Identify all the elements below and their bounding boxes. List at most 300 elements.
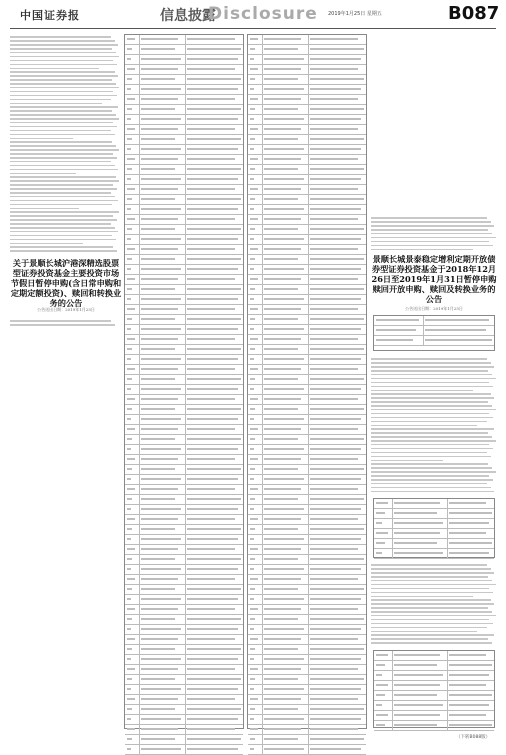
- table-row: [125, 455, 243, 465]
- table-cell-text: [250, 698, 258, 700]
- table-cell-text: [310, 78, 364, 80]
- table-cell-text: [250, 688, 254, 690]
- section-title-english: Disclosure: [208, 4, 318, 24]
- table-cell-text: [264, 418, 304, 420]
- table-column-divider: [185, 485, 186, 494]
- text-line: [10, 145, 116, 147]
- text-line: [10, 83, 116, 85]
- table-cell-text: [141, 708, 175, 710]
- table-row: [125, 415, 243, 425]
- table-cell-text: [250, 638, 258, 640]
- table-cell-text: [187, 138, 241, 140]
- table-row: [125, 495, 243, 505]
- table-cell-text: [127, 448, 131, 450]
- text-line: [10, 79, 112, 81]
- table-column-divider: [262, 125, 263, 134]
- text-line: [10, 324, 115, 326]
- table-cell-text: [264, 68, 301, 70]
- table-column-divider: [185, 725, 186, 734]
- table-cell-text: [376, 714, 388, 716]
- table-cell-text: [264, 488, 301, 490]
- table-cell-text: [250, 318, 255, 320]
- table-cell-text: [187, 588, 241, 590]
- table-fund-list-b: [247, 34, 367, 729]
- text-line: [371, 487, 491, 489]
- column-4-text: [371, 356, 497, 495]
- table-cell-text: [250, 328, 254, 330]
- table-column-divider: [139, 735, 140, 744]
- table-column-divider: [392, 661, 393, 670]
- table-column-divider: [262, 285, 263, 294]
- table-cell-text: [127, 518, 135, 520]
- table-cell-text: [310, 198, 364, 200]
- table-cell-text: [449, 654, 486, 656]
- table-cell-text: [127, 158, 135, 160]
- table-cell-text: [394, 664, 437, 666]
- table-column-divider: [308, 445, 309, 454]
- table-cell-text: [187, 248, 235, 250]
- table-column-divider: [139, 585, 140, 594]
- table-cell-text: [187, 638, 235, 640]
- table-column-divider: [308, 165, 309, 174]
- table-column-divider: [139, 195, 140, 204]
- table-cell-text: [376, 664, 385, 666]
- table-cell-text: [187, 88, 238, 90]
- table-column-divider: [185, 275, 186, 284]
- table-cell-text: [250, 658, 254, 660]
- table-cell-text: [449, 542, 492, 544]
- table-column-divider: [392, 549, 393, 558]
- table-column-divider: [262, 185, 263, 194]
- continued-note: （下转B088版）: [456, 735, 491, 740]
- table-cell-text: [264, 258, 298, 260]
- table-column-divider: [139, 485, 140, 494]
- text-line: [10, 215, 113, 217]
- masthead: [0, 0, 506, 28]
- table-cell-text: [141, 598, 181, 600]
- table-fund-info: [373, 315, 495, 351]
- table-cell-text: [127, 288, 132, 290]
- table-row: [248, 155, 366, 165]
- table-column-divider: [308, 255, 309, 264]
- table-column-divider: [139, 65, 140, 74]
- table-cell-text: [141, 508, 181, 510]
- table-row: [125, 605, 243, 615]
- table-cell-text: [449, 674, 489, 676]
- table-row: [248, 705, 366, 715]
- table-cell-text: [187, 608, 235, 610]
- table-row: [248, 725, 366, 735]
- table-column-divider: [139, 55, 140, 64]
- table-cell-text: [264, 208, 304, 210]
- table-column-divider: [185, 195, 186, 204]
- table-row: [125, 675, 243, 685]
- table-cell-text: [449, 532, 486, 534]
- table-cell-text: [310, 398, 358, 400]
- table-cell-text: [187, 628, 238, 630]
- text-line: [10, 103, 102, 105]
- table-row: [248, 685, 366, 695]
- text-line: [10, 149, 119, 151]
- table-cell-text: [141, 718, 181, 720]
- table-cell-text: [310, 388, 361, 390]
- table-column-divider: [185, 625, 186, 634]
- table-row: [125, 595, 243, 605]
- table-cell-text: [250, 58, 254, 60]
- text-line: [371, 588, 489, 590]
- table-column-divider: [447, 499, 448, 508]
- table-row: [248, 255, 366, 265]
- table-row: [125, 115, 243, 125]
- text-line: [371, 425, 477, 427]
- table-cell-text: [394, 654, 440, 656]
- table-cell-text: [250, 588, 255, 590]
- table-column-divider: [262, 265, 263, 274]
- table-cell-text: [187, 178, 238, 180]
- table-cell-text: [264, 408, 298, 410]
- table-cell-text: [141, 278, 178, 280]
- table-column-divider: [262, 75, 263, 84]
- table-row: [248, 735, 366, 745]
- table-cell-text: [449, 724, 492, 726]
- table-row: [374, 509, 494, 519]
- table-cell-text: [141, 738, 175, 740]
- table-cell-text: [127, 738, 132, 740]
- table-column-divider: [139, 215, 140, 224]
- table-cell-text: [250, 738, 255, 740]
- table-cell-text: [187, 38, 235, 40]
- table-column-divider: [308, 465, 309, 474]
- table-row: [248, 525, 366, 535]
- text-line: [10, 118, 119, 120]
- table-column-divider: [139, 35, 140, 44]
- table-cell-text: [127, 588, 132, 590]
- table-cell-text: [250, 538, 254, 540]
- table-cell-text: [127, 658, 131, 660]
- newspaper-logo: 中国证券报: [20, 9, 80, 22]
- table-row: [125, 295, 243, 305]
- table-cell-text: [264, 158, 301, 160]
- table-cell-text: [310, 618, 364, 620]
- table-column-divider: [262, 685, 263, 694]
- table-row: [125, 265, 243, 275]
- table-column-divider: [185, 545, 186, 554]
- table-column-divider: [308, 245, 309, 254]
- text-line: [371, 382, 489, 384]
- table-row: [374, 499, 494, 509]
- table-cell-text: [127, 328, 131, 330]
- table-row: [374, 721, 494, 731]
- table-column-divider: [185, 695, 186, 704]
- table-column-divider: [262, 445, 263, 454]
- table-row: [125, 475, 243, 485]
- table-cell-text: [127, 318, 132, 320]
- table-column-divider: [447, 691, 448, 700]
- text-line: [10, 246, 113, 248]
- table-row: [125, 175, 243, 185]
- table-column-divider: [392, 519, 393, 528]
- table-column-divider: [139, 625, 140, 634]
- text-line: [10, 169, 118, 171]
- table-column-divider: [185, 535, 186, 544]
- table-fund-list-a: [124, 34, 244, 729]
- table-row: [248, 145, 366, 155]
- table-column-divider: [308, 145, 309, 154]
- table-column-divider: [139, 345, 140, 354]
- column-1-text: [10, 34, 120, 254]
- text-line: [10, 231, 118, 233]
- table-column-divider: [308, 615, 309, 624]
- table-cell-text: [187, 338, 235, 340]
- table-cell-text: [127, 638, 135, 640]
- table-column-divider: [423, 326, 424, 335]
- table-column-divider: [392, 691, 393, 700]
- table-column-divider: [139, 525, 140, 534]
- table-column-divider: [185, 155, 186, 164]
- table-column-divider: [139, 165, 140, 174]
- text-line: [371, 603, 494, 605]
- table-row: [374, 691, 494, 701]
- table-cell-text: [187, 318, 241, 320]
- table-row: [125, 65, 243, 75]
- table-cell-text: [187, 158, 235, 160]
- text-line: [371, 386, 493, 388]
- table-column-divider: [185, 455, 186, 464]
- table-cell-text: [141, 438, 175, 440]
- table-cell-text: [127, 108, 132, 110]
- text-line: [371, 225, 494, 227]
- table-row: [248, 475, 366, 485]
- table-row: [248, 75, 366, 85]
- text-line: [10, 87, 119, 89]
- table-row: [374, 701, 494, 711]
- table-cell-text: [127, 628, 131, 630]
- table-column-divider: [308, 505, 309, 514]
- table-row: [248, 285, 366, 295]
- table-cell-text: [264, 128, 301, 130]
- table-cell-text: [264, 268, 304, 270]
- table-column-divider: [262, 415, 263, 424]
- table-column-divider: [139, 145, 140, 154]
- table-cell-text: [141, 68, 178, 70]
- table-column-divider: [262, 215, 263, 224]
- table-row: [248, 445, 366, 455]
- table-row: [248, 355, 366, 365]
- table-cell-text: [376, 502, 388, 504]
- table-row: [125, 645, 243, 655]
- table-column-divider: [185, 655, 186, 664]
- table-row: [125, 225, 243, 235]
- table-column-divider: [139, 705, 140, 714]
- text-line: [10, 126, 117, 128]
- table-cell-text: [187, 408, 241, 410]
- table-cell-text: [310, 708, 364, 710]
- table-column-divider: [262, 105, 263, 114]
- table-row: [248, 425, 366, 435]
- table-column-divider: [139, 225, 140, 234]
- table-cell-text: [376, 704, 382, 706]
- table-cell-text: [127, 708, 132, 710]
- table-row: [125, 145, 243, 155]
- table-cell-text: [264, 228, 298, 230]
- table-row: [248, 715, 366, 725]
- text-line: [10, 250, 117, 252]
- table-cell-text: [310, 728, 358, 730]
- table-cell-text: [187, 58, 238, 60]
- table-column-divider: [185, 715, 186, 724]
- article-dateline-1: 公告送出日期：2019年1月25日: [37, 307, 95, 312]
- table-cell-text: [376, 694, 385, 696]
- table-cell-text: [141, 418, 181, 420]
- table-cell-text: [127, 558, 132, 560]
- text-line: [371, 592, 493, 594]
- table-cell-text: [187, 508, 238, 510]
- table-cell-text: [264, 428, 301, 430]
- table-cell-text: [187, 728, 235, 730]
- table-cell-text: [187, 658, 238, 660]
- table-cell-text: [141, 478, 181, 480]
- table-row: [248, 235, 366, 245]
- table-row: [374, 539, 494, 549]
- table-cell-text: [250, 188, 258, 190]
- table-cell-text: [141, 398, 178, 400]
- table-row: [248, 435, 366, 445]
- table-column-divider: [262, 305, 263, 314]
- table-cell-text: [141, 178, 181, 180]
- table-agency-contacts: [373, 650, 495, 728]
- table-cell-text: [141, 558, 175, 560]
- table-cell-text: [394, 714, 440, 716]
- text-line: [10, 75, 118, 77]
- table-cell-text: [250, 248, 258, 250]
- table-cell-text: [141, 158, 178, 160]
- table-cell-text: [310, 538, 361, 540]
- table-column-divider: [139, 285, 140, 294]
- table-cell-text: [264, 648, 298, 650]
- table-column-divider: [185, 265, 186, 274]
- table-cell-text: [264, 498, 298, 500]
- table-cell-text: [127, 398, 135, 400]
- table-column-divider: [308, 635, 309, 644]
- table-cell-text: [310, 228, 364, 230]
- table-row: [248, 395, 366, 405]
- text-line: [10, 60, 113, 62]
- table-cell-text: [141, 638, 178, 640]
- table-row: [125, 395, 243, 405]
- table-row: [374, 519, 494, 529]
- table-column-divider: [262, 195, 263, 204]
- table-column-divider: [262, 55, 263, 64]
- table-column-divider: [139, 245, 140, 254]
- table-column-divider: [308, 155, 309, 164]
- table-column-divider: [139, 325, 140, 334]
- table-cell-text: [141, 628, 181, 630]
- table-cell-text: [187, 668, 235, 670]
- table-column-divider: [308, 415, 309, 424]
- table-cell-text: [310, 128, 358, 130]
- table-cell-text: [141, 518, 178, 520]
- table-cell-text: [127, 468, 132, 470]
- table-row: [248, 115, 366, 125]
- table-cell-text: [250, 498, 255, 500]
- table-cell-text: [310, 218, 358, 220]
- table-row: [125, 705, 243, 715]
- text-line: [371, 611, 492, 613]
- table-cell-text: [250, 748, 254, 750]
- table-row: [125, 685, 243, 695]
- table-column-divider: [308, 675, 309, 684]
- table-cell-text: [187, 448, 238, 450]
- table-cell-text: [187, 218, 235, 220]
- table-cell-text: [310, 468, 364, 470]
- table-cell-text: [127, 438, 132, 440]
- table-column-divider: [139, 665, 140, 674]
- table-column-divider: [139, 635, 140, 644]
- table-column-divider: [262, 275, 263, 284]
- table-column-divider: [262, 395, 263, 404]
- table-column-divider: [262, 345, 263, 354]
- table-cell-text: [310, 88, 361, 90]
- table-cell-text: [127, 578, 135, 580]
- table-column-divider: [185, 305, 186, 314]
- table-row: [125, 355, 243, 365]
- table-cell-text: [394, 704, 443, 706]
- table-cell-text: [250, 218, 258, 220]
- table-cell-text: [310, 438, 364, 440]
- table-column-divider: [308, 395, 309, 404]
- article-dateline-2: 公告送出日期：2019年1月25日: [405, 306, 463, 311]
- table-column-divider: [308, 695, 309, 704]
- table-cell-text: [264, 668, 301, 670]
- table-cell-text: [310, 48, 364, 50]
- table-cell-text: [449, 522, 489, 524]
- table-cell-text: [310, 328, 361, 330]
- table-cell-text: [127, 68, 135, 70]
- text-line: [371, 463, 488, 465]
- text-line: [371, 580, 492, 582]
- table-cell-text: [141, 228, 175, 230]
- table-row: [125, 515, 243, 525]
- table-cell-text: [310, 748, 361, 750]
- table-cell-text: [187, 68, 235, 70]
- table-column-divider: [308, 125, 309, 134]
- table-cell-text: [264, 518, 301, 520]
- table-cell-text: [310, 168, 364, 170]
- table-cell-text: [310, 338, 358, 340]
- table-row: [125, 365, 243, 375]
- table-column-divider: [308, 45, 309, 54]
- table-row: [248, 415, 366, 425]
- table-row: [248, 635, 366, 645]
- table-row: [125, 55, 243, 65]
- text-line: [371, 249, 473, 251]
- table-row: [248, 605, 366, 615]
- table-column-divider: [308, 135, 309, 144]
- table-cell-text: [127, 408, 132, 410]
- table-cell-text: [250, 158, 258, 160]
- table-row: [248, 345, 366, 355]
- table-cell-text: [127, 258, 132, 260]
- table-row: [125, 545, 243, 555]
- table-row: [125, 165, 243, 175]
- text-line: [10, 40, 115, 42]
- table-cell-text: [264, 748, 304, 750]
- table-column-divider: [185, 115, 186, 124]
- text-line: [10, 165, 115, 167]
- table-cell-text: [187, 478, 238, 480]
- table-row: [248, 55, 366, 65]
- table-cell-text: [141, 568, 181, 570]
